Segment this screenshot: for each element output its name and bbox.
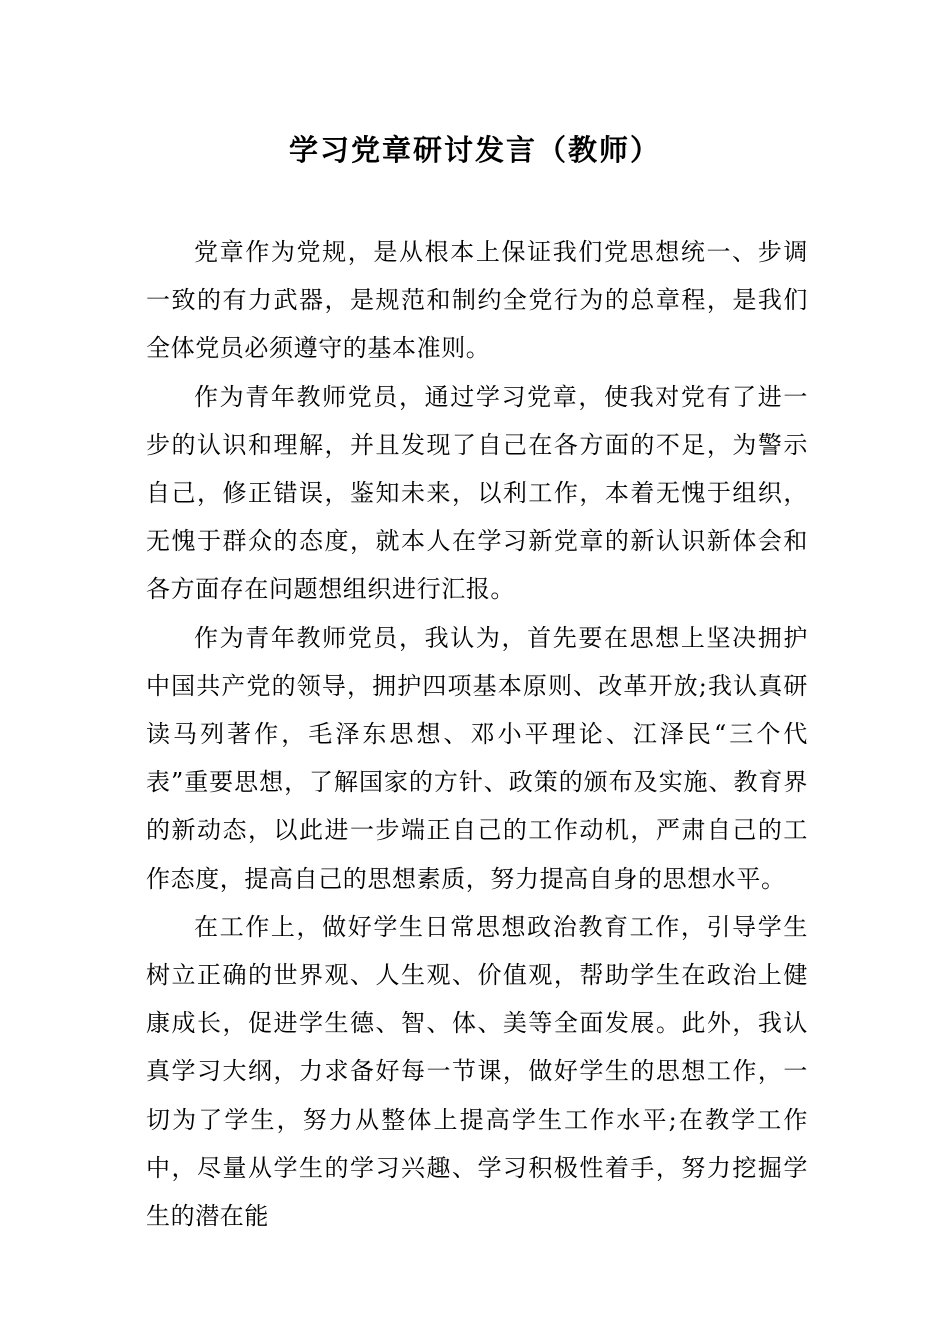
document-body <box>146 228 808 1240</box>
paragraph-3: 作为青年教师党员，我认为，首先要在思想上坚决拥护中国共产党的领导，拥护四项基本原则、改革开放;我认真研读马列著作，毛泽东思想、邓小平理论、江泽民“三个代表”重要思想，了解国家的方针、政策的颁布及实施、教育界的新动态，以此进一步端正自己的工作动机，严肃自己的工作态度，提高自己的思想素质，努力提高自身的思想水平。 <box>146 623 808 893</box>
paragraph-4: 在工作上，做好学生日常思想政治教育工作，引导学生树立正确的世界观、人生观、价值观，帮助学生在政治上健康成长，促进学生德、智、体、美等全面发展。此外，我认真学习大纲，力求备好每一节课，做好学生的思想工作，一切为了学生，努力从整体上提高学生工作水平;在教学工作中，尽量从学生的学习兴趣、学习积极性着手，努力挖掘学生的潜在能 <box>146 912 808 1231</box>
document-title: 学习党章研讨发言（教师） <box>288 133 661 167</box>
paragraph-1: 党章作为党规，是从根本上保证我们党思想统一、步调一致的有力武器，是规范和制约全党行为的总章程，是我们全体党员必须遵守的基本准则。 <box>146 238 808 363</box>
paragraph-2: 作为青年教师党员，通过学习党章，使我对党有了进一步的认识和理解，并且发现了自己在各方面的不足，为警示自己，修正错误，鉴知未来，以利工作，本着无愧于组织，无愧于群众的态度，就本人在学习新党章的新认识新体会和各方面存在问题想组织进行汇报。 <box>146 382 808 604</box>
